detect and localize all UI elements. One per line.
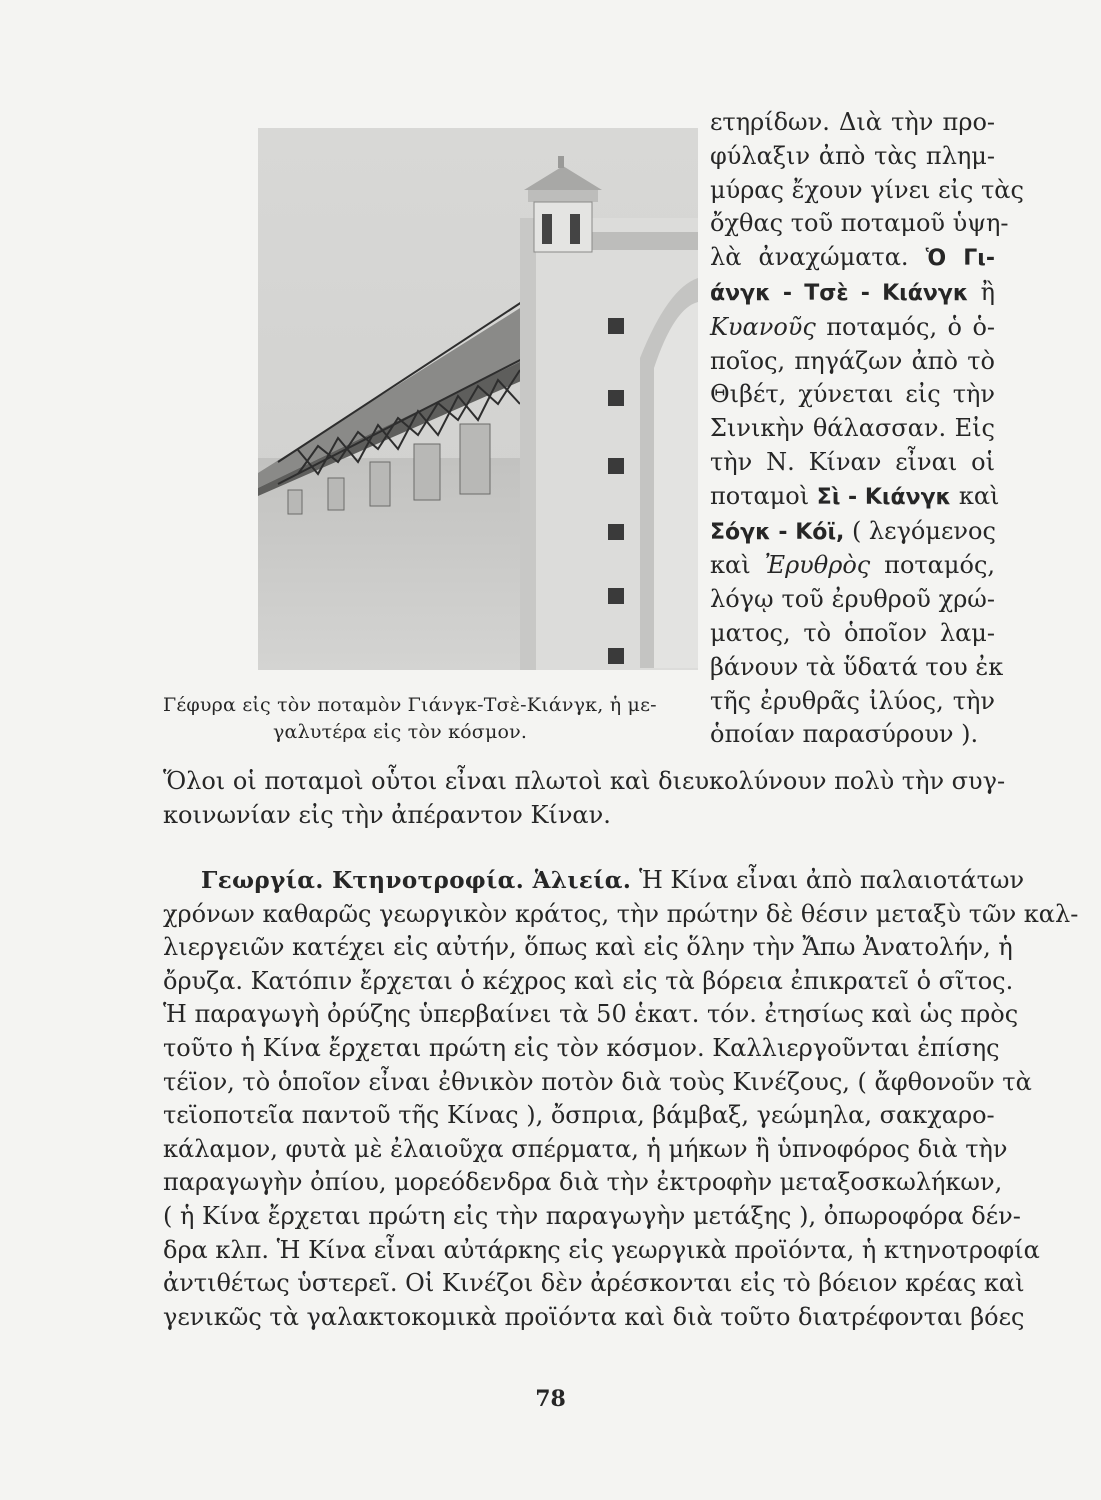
column-line	[710, 718, 995, 752]
column-line	[710, 345, 995, 379]
bold-term: άνγκ - Τσὲ - Κιάνγκ	[710, 280, 969, 306]
paragraph-agriculture	[163, 864, 1079, 1334]
bold-term: Σὶ - Κιάνγκ	[816, 484, 952, 510]
text-run: ματος, τὸ ὁποῖον λαμ-	[710, 618, 995, 647]
text-run: δρα κλπ. Ἡ Κίνα εἶναι αὐτάρκης εἰς γεωργικὰ προϊόντα, ἡ κτηνοτροφία	[163, 1235, 1040, 1264]
paragraph-line: Ὅλοι οἱ ποταμοὶ οὗτοι εἶναι πλωτοὶ καὶ διευκολύνουν πολὺ τὴν συγ-	[163, 767, 1006, 795]
column-line	[710, 378, 995, 412]
text-run: τοῦτο ἡ Κίνα ἔρχεται πρώτη εἰς τὸν κόσμον. Καλλιεργοῦνται ἐπίσης	[163, 1033, 1000, 1062]
paragraph-line: κοινωνίαν εἰς τὴν ἀπέραντον Κίναν.	[163, 801, 611, 829]
text-run: ποῖος, πηγάζων ἀπὸ τὸ	[710, 346, 995, 375]
paragraph-line	[163, 1234, 1040, 1268]
column-line	[710, 617, 995, 651]
text-run: Θιβέτ, χύνεται εἰς τὴν	[710, 380, 995, 409]
paragraph-rivers	[163, 764, 1006, 832]
text-run: βάνουν τὰ ὕδατά του ἐκ	[710, 652, 1004, 681]
column-line	[710, 583, 995, 617]
text-run: λιεργειῶν κατέχει εἰς αὐτήν, ὅπως καὶ εἰς ὅλην τὴν Ἄπω Ἀνατολήν, ἡ	[163, 933, 1013, 962]
text-run: τέϊον, τὸ ὁποῖον εἶναι ἐθνικὸν ποτὸν διὰ τοὺς Κινέζους, ( ἄφθονοῦν τὰ	[163, 1067, 1032, 1096]
paragraph-line	[163, 965, 1014, 999]
text-run: ( ἡ Κίνα ἔρχεται πρώτη εἰς τὴν παραγωγὴν μετάξης ), ὀπωροφόρα δέν-	[163, 1201, 1021, 1230]
paragraph-line	[163, 1032, 1000, 1066]
right-text-column	[710, 106, 1024, 752]
text-run: ὁποίαν παρασύρουν ).	[710, 720, 979, 749]
text-run: ετηρίδων. Διὰ τὴν προ-	[710, 108, 995, 136]
paragraph-line	[163, 1267, 1025, 1301]
text-run: κάλαμον, φυτὰ μὲ ἐλαιοῦχα σπέρματα, ἡ μήκων ἢ ὑπνοφόρος διὰ τὴν	[163, 1134, 1008, 1163]
column-line	[710, 241, 995, 276]
text-run: ὄχθας τοῦ ποταμοῦ ὑψη-	[710, 209, 1009, 238]
text-run: Ἡ παραγωγὴ ὀρύζης ὑπερβαίνει τὰ 50 ἑκατ. τόν. ἐτησίως καὶ ὡς πρὸς	[163, 1000, 1019, 1029]
column-line	[710, 685, 995, 719]
italic-term: Ἐρυθρὸς	[764, 551, 871, 580]
text-run: ( λεγόμενος	[844, 516, 996, 545]
text-run: χρόνων καθαρῶς γεωργικὸν κράτος, τὴν πρώτην δὲ θέσιν μεταξὺ τῶν καλ-	[163, 899, 1079, 928]
text-run: ἢ	[968, 277, 995, 306]
column-line	[710, 651, 1004, 685]
column-line	[710, 549, 995, 583]
column-line	[710, 311, 995, 345]
column-line	[710, 446, 995, 480]
caption-line-1: Γέφυρα εἰς τὸν ποταμὸν Γιάνγκ-Τσὲ-Κιάνγκ, ἡ με-	[163, 694, 657, 716]
column-line	[710, 106, 995, 140]
text-run: ἀντιθέτως ὑστερεῖ. Οἱ Κινέζοι δὲν ἀρέσκονται εἰς τὸ βόειον κρέας καὶ	[163, 1269, 1025, 1298]
column-line	[710, 276, 995, 311]
text-run: μύρας ἔχουν γίνει εἰς τὰς	[710, 175, 1024, 204]
paragraph-line	[163, 1066, 1032, 1100]
text-run: ποταμοὶ	[710, 481, 817, 510]
bridge-illustration	[258, 128, 698, 670]
page-number: 78	[535, 1386, 566, 1412]
text-run: ὄρυζα. Κατόπιν ἔρχεται ὁ κέχρος καὶ εἰς τὰ βόρεια ἐπικρατεῖ ὁ σῖτος.	[163, 966, 1014, 995]
paragraph-line	[163, 998, 1019, 1032]
section-heading: Γεωργία. Κτηνοτροφία. Ἁλιεία.	[201, 867, 632, 894]
text-run: τὴν Ν. Κίναν εἶναι οἱ	[710, 447, 995, 476]
bridge-photo	[258, 128, 698, 670]
column-line	[710, 207, 1009, 241]
text-run: καὶ	[951, 481, 1000, 510]
text-run: λὰ ἀναχώματα.	[710, 243, 926, 272]
photo-caption	[163, 692, 703, 746]
column-line	[710, 515, 995, 550]
caption-line-2: γαλυτέρα εἰς τὸν κόσμον.	[273, 721, 528, 743]
bold-term: Σόγκ - Κόϊ,	[710, 519, 845, 545]
text-run: τεϊοποτεῖα παντοῦ τῆς Κίνας ), ὄσπρια, βάμβαξ, γεώμηλα, σακχαρο-	[163, 1101, 995, 1130]
text-run: παραγωγὴν ὀπίου, μορεόδενδρα διὰ τὴν ἐκτροφὴν μεταξοσκωλήκων,	[163, 1168, 1003, 1197]
italic-term: Κυανοῦς	[710, 312, 816, 341]
column-line	[710, 480, 1000, 515]
text-run: καὶ	[710, 551, 765, 580]
text-run: λόγῳ τοῦ ἐρυθροῦ χρώ-	[710, 585, 995, 614]
text-run: φύλαξιν ἀπὸ τὰς πλημ-	[710, 141, 995, 170]
text-run: Σινικὴν θάλασσαν. Εἰς	[710, 414, 995, 443]
paragraph-line	[163, 1200, 1021, 1234]
column-line	[710, 412, 995, 446]
paragraph-line	[163, 864, 1025, 898]
text-run: γενικῶς τὰ γαλακτοκομικὰ προϊόντα καὶ διὰ τοῦτο διατρέφονται βόες	[163, 1302, 1025, 1331]
column-line	[710, 174, 1024, 208]
paragraph-line	[163, 898, 1079, 932]
column-line	[710, 140, 995, 174]
text-run: τῆς ἐρυθρᾶς ἰλύος, τὴν	[710, 686, 995, 715]
text-run: Ἡ Κίνα εἶναι ἀπὸ παλαιοτάτων	[631, 866, 1025, 894]
paragraph-line	[163, 1099, 995, 1133]
bold-term: Ὁ Γι-	[925, 246, 995, 272]
paragraph-line	[163, 1301, 1025, 1335]
paragraph-line	[163, 1133, 1008, 1167]
paragraph-line	[163, 1166, 1003, 1200]
paragraph-line	[163, 931, 1013, 965]
text-run: ποταμός,	[870, 551, 996, 580]
text-run: ποταμός, ὁ ὁ-	[815, 312, 995, 341]
